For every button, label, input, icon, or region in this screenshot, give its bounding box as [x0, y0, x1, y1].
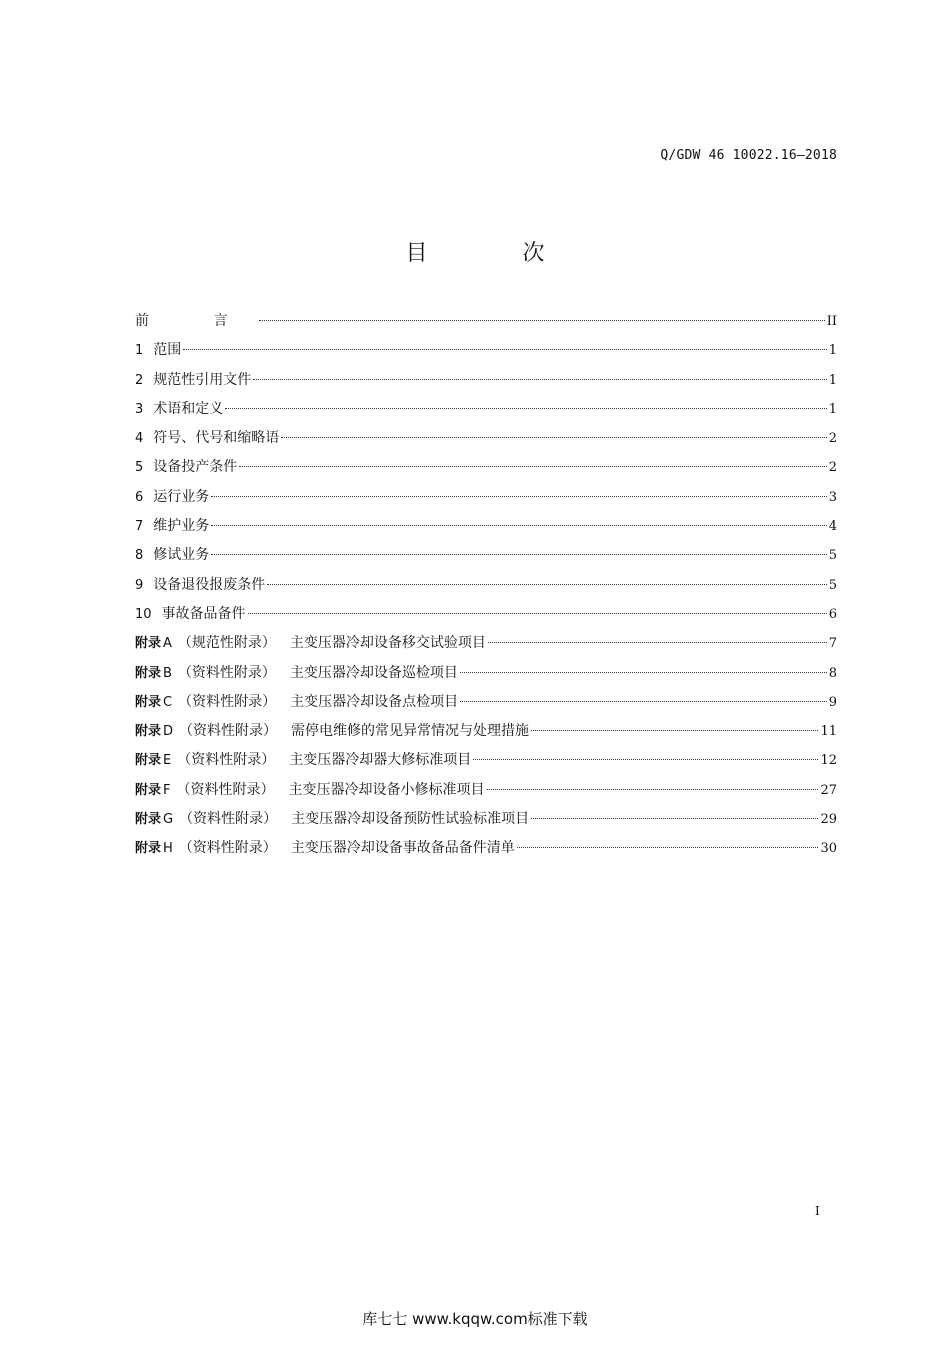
table-of-contents [135, 310, 837, 867]
toc-page-number: 7 [828, 636, 837, 652]
toc-annex-e[interactable] [135, 749, 837, 778]
toc-leader [211, 525, 826, 526]
toc-section-9[interactable] [135, 574, 837, 603]
toc-annex-title: 主变压器冷却设备巡检项目 [289, 664, 458, 681]
toc-annex-type: （资料性附录） [179, 723, 278, 740]
toc-leader [488, 642, 827, 643]
toc-leader [460, 672, 827, 673]
toc-leader [225, 408, 826, 409]
toc-section-8[interactable] [135, 544, 837, 573]
toc-leader [259, 320, 824, 321]
toc-leader [281, 437, 826, 438]
toc-leader [253, 379, 826, 380]
toc-section-3[interactable] [135, 398, 837, 427]
toc-section-7[interactable] [135, 515, 837, 544]
toc-annex-letter: C [163, 694, 173, 710]
toc-annex-letter: G [163, 812, 174, 828]
toc-leader [460, 701, 827, 702]
toc-section-number: 9 [135, 577, 144, 593]
toc-annex-prefix: 附录 [135, 841, 162, 857]
toc-annex-title: 主变压器冷却设备移交试验项目 [289, 635, 486, 652]
toc-section-title: 维护业务 [153, 518, 210, 535]
toc-annex-f[interactable] [135, 779, 837, 808]
toc-page-number: 4 [828, 519, 837, 535]
toc-page-number: 1 [828, 401, 837, 417]
toc-section-title: 事故备品备件 [161, 605, 246, 622]
toc-leader [183, 349, 826, 350]
toc-annex-prefix: 附录 [135, 812, 162, 828]
toc-annex-type: （资料性附录） [176, 781, 275, 798]
toc-leader [267, 584, 826, 585]
toc-annex-h[interactable] [135, 837, 837, 866]
toc-page-number: 27 [820, 782, 837, 798]
document-id: Q/GDW 46 10022.16—2018 [660, 148, 837, 163]
toc-annex-letter: A [163, 636, 172, 652]
toc-section-number: 5 [135, 460, 144, 476]
toc-page-number: 2 [828, 431, 837, 447]
toc-page-number: 30 [820, 841, 837, 857]
toc-leader [487, 789, 819, 790]
toc-leader [531, 818, 818, 819]
toc-page-number: 5 [828, 548, 837, 564]
toc-page-number: 12 [820, 753, 837, 769]
toc-annex-letter: E [163, 753, 172, 769]
toc-annex-type: （规范性附录） [177, 635, 276, 652]
toc-annex-title: 主变压器冷却设备事故备品备件清单 [290, 840, 515, 857]
toc-leader [531, 730, 818, 731]
toc-section-title: 术语和定义 [153, 400, 224, 417]
toc-leader [248, 613, 827, 614]
toc-page-number: 1 [828, 343, 837, 359]
toc-leader [473, 759, 818, 760]
toc-page-number: 11 [820, 724, 837, 740]
toc-page-number: 3 [828, 489, 837, 505]
toc-leader [517, 847, 819, 848]
toc-page-number: 1 [828, 372, 837, 388]
toc-section-2[interactable] [135, 369, 837, 398]
toc-annex-title: 主变压器冷却器大修标准项目 [289, 752, 472, 769]
toc-page-number: 5 [828, 577, 837, 593]
toc-annex-type: （资料性附录） [178, 693, 277, 710]
toc-section-number: 4 [135, 431, 144, 447]
toc-annex-g[interactable] [135, 808, 837, 837]
toc-page-number: 6 [828, 606, 837, 622]
toc-annex-a[interactable] [135, 632, 837, 661]
toc-annex-b[interactable] [135, 662, 837, 691]
toc-page-number: 9 [828, 694, 837, 710]
toc-page-number: 2 [828, 460, 837, 476]
toc-leader [211, 496, 826, 497]
toc-section-number: 6 [135, 489, 144, 505]
toc-annex-title: 需停电维修的常见异常情况与处理措施 [291, 723, 530, 740]
toc-section-6[interactable] [135, 486, 837, 515]
toc-annex-letter: B [163, 665, 172, 681]
toc-annex-letter: H [163, 841, 173, 857]
page-title: 目 次 [405, 241, 589, 266]
toc-leader [239, 466, 826, 467]
toc-section-title: 设备投产条件 [153, 459, 238, 476]
toc-section-title: 设备退役报废条件 [153, 576, 266, 593]
toc-section-title: 范围 [153, 342, 182, 359]
toc-section-number: 7 [135, 519, 144, 535]
toc-annex-type: （资料性附录） [178, 840, 277, 857]
toc-section-number: 8 [135, 548, 144, 564]
toc-section-number: 10 [135, 606, 152, 622]
toc-annex-prefix: 附录 [135, 665, 162, 681]
toc-section-title: 符号、代号和缩略语 [153, 430, 280, 447]
toc-annex-type: （资料性附录） [177, 664, 276, 681]
toc-annex-type: （资料性附录） [179, 811, 278, 828]
toc-section-title: 修试业务 [153, 547, 210, 564]
toc-annex-prefix: 附录 [135, 694, 162, 710]
toc-annex-prefix: 附录 [135, 724, 162, 740]
toc-foreword[interactable] [135, 310, 837, 339]
toc-annex-title: 主变压器冷却设备点检项目 [290, 693, 459, 710]
toc-page-number: 8 [828, 665, 837, 681]
toc-section-10[interactable] [135, 603, 837, 632]
toc-annex-c[interactable] [135, 691, 837, 720]
toc-annex-prefix: 附录 [135, 636, 162, 652]
toc-leader [211, 554, 826, 555]
toc-annex-letter: D [163, 724, 174, 740]
toc-section-number: 3 [135, 401, 144, 417]
toc-section-5[interactable] [135, 456, 837, 485]
toc-section-number: 1 [135, 343, 144, 359]
toc-section-number: 2 [135, 372, 144, 388]
footer-watermark: 库七七 www.kqqw.com标准下载 [362, 1310, 588, 1328]
toc-annex-type: （资料性附录） [177, 752, 276, 769]
toc-annex-prefix: 附录 [135, 753, 162, 769]
toc-annex-letter: F [163, 782, 171, 798]
toc-annex-title: 主变压器冷却设备小修标准项目 [288, 781, 485, 798]
toc-page-number: II [826, 314, 837, 329]
page-number: I [815, 1204, 820, 1218]
toc-annex-prefix: 附录 [135, 782, 162, 798]
toc-section-1[interactable] [135, 339, 837, 368]
toc-section-4[interactable] [135, 427, 837, 456]
toc-section-title: 运行业务 [153, 488, 210, 505]
toc-annex-d[interactable] [135, 720, 837, 749]
toc-page-number: 29 [820, 812, 837, 828]
toc-foreword-label: 前 言 [135, 313, 258, 329]
toc-section-title: 规范性引用文件 [153, 371, 252, 388]
toc-annex-title: 主变压器冷却设备预防性试验标准项目 [291, 811, 530, 828]
